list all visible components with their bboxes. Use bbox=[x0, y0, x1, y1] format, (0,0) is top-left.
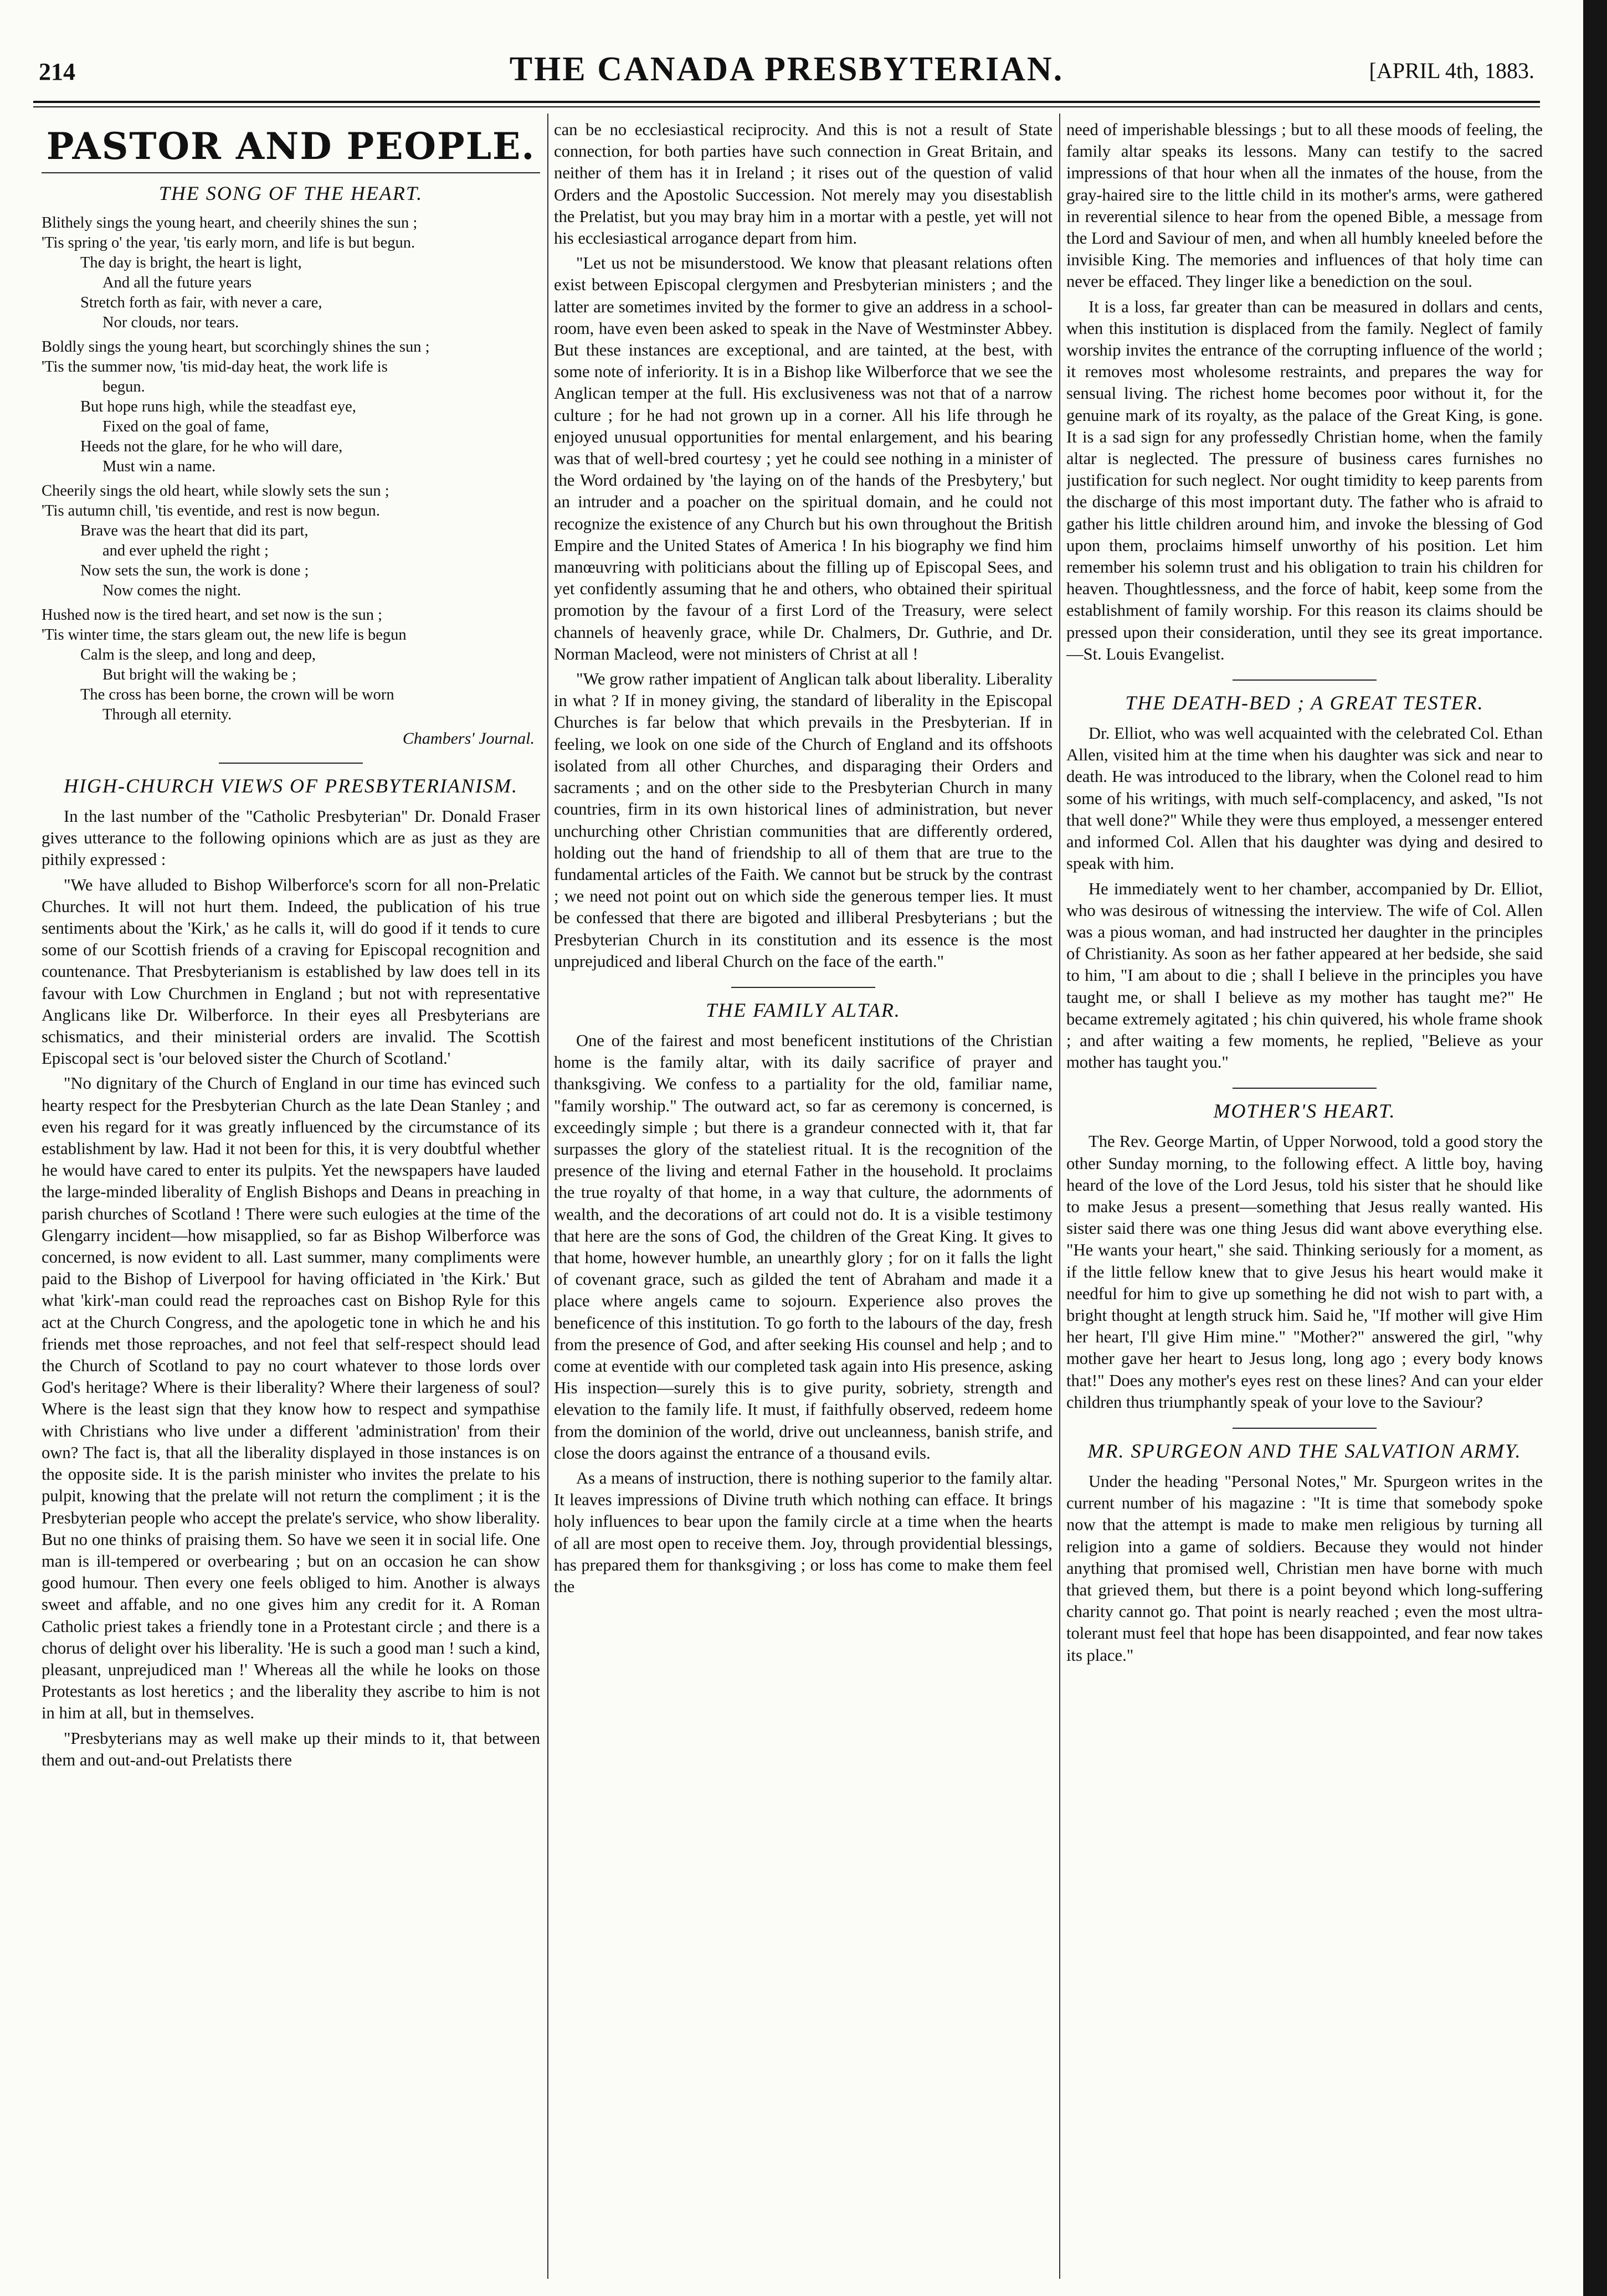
poem-line: The day is bright, the heart is light, bbox=[80, 254, 302, 271]
poem-line: Nor clouds, nor tears. bbox=[102, 314, 239, 331]
article-paragraph: As a means of instruction, there is nothing superior to the family altar. It leaves impressions of Divine truth which nothing can efface. It brings holy influences to bear upon the family circle at a time when the hearts of all are most open to receive them. Joy, through providential blessings, has prepared them for thanksgiving ; or loss has come to make them feel the bbox=[554, 1468, 1052, 1596]
scan-edge bbox=[1583, 0, 1607, 2296]
issue-date: [APRIL 4th, 1883. bbox=[1369, 58, 1534, 83]
poem-line: Now comes the night. bbox=[102, 582, 242, 599]
poem-line: But hope runs high, while the steadfast eye, bbox=[80, 398, 356, 415]
poem-line: and ever upheld the right ; bbox=[102, 542, 269, 559]
poem-line: Heeds not the glare, for he who will dare, bbox=[80, 438, 343, 455]
poem-title: THE SONG OF THE HEART. bbox=[158, 182, 423, 204]
poem-stanza bbox=[42, 213, 540, 333]
header-rule-thin bbox=[33, 106, 1540, 107]
divider bbox=[219, 763, 363, 764]
page-number: 214 bbox=[39, 58, 75, 85]
article-paragraph: "We grow rather impatient of Anglican talk about liberality. Liberality in what ? If in money giving, the standard of liberality in the Episcopal Churches is far below that which prevails in the Presbyterian. If in feeling, we look on one side of the Church of England and its offshoots isolated from all other Churches, and disparaging their Orders and sacraments ; and on the other side to the Presbyterian Church in many countries, firm in its own historical lines of administration, but never unchurching other Christian communities that are differently ordered, holding out the hand of friendship to all of them that are true to the fundamental articles of the Faith. We cannot but be struck by the contrast ; we need not point out on which side the generous temper lies. It must be confessed that there are bigoted and illiberal Presbyterians ; but the Presbyterian Church in its constitution and its essence is the most unprejudiced and liberal Church on the face of the earth." bbox=[554, 670, 1052, 971]
poem-line: Brave was the heart that did its part, bbox=[80, 522, 309, 539]
article-paragraph: can be no ecclesiastical reciprocity. And this is not a result of State connection, for both parties have such connection in Great Britain, and neither of them has it in Ireland ; it rises out of the question of valid Orders and the Apostolic Succession. Not merely may you disestablish the Prelatist, but you may bray him in a mortar with a pestle, yet will not his ecclesiastical arrogance depart from him. bbox=[554, 120, 1052, 248]
article-title: MOTHER'S HEART. bbox=[1213, 1100, 1396, 1123]
poem-line: 'Tis winter time, the stars gleam out, the new life is begun bbox=[42, 626, 407, 644]
article-paragraph: Under the heading "Personal Notes," Mr. Spurgeon writes in the current number of his magazine : "It is time that somebody spoke now that the attempt is made to make men religious by turning all religion into a game of soldiers. Because they would not hinder anything that promised well, Christian men have borne with much that grieved them, but there is a point beyond which long-suffering charity cannot go. That point is nearly reached ; even the most ultra-tolerant must feel that hope has been disappointed, and fear now takes its place." bbox=[1066, 1471, 1543, 1665]
column-rule bbox=[1059, 114, 1060, 2279]
poem-line: Fixed on the goal of fame, bbox=[102, 418, 269, 435]
article-title: MR. SPURGEON AND THE SALVATION ARMY. bbox=[1087, 1439, 1522, 1462]
poem-stanza bbox=[42, 481, 540, 601]
divider bbox=[1233, 679, 1377, 681]
poem-line: Must win a name. bbox=[102, 458, 216, 475]
poem-line: Calm is the sleep, and long and deep, bbox=[80, 646, 316, 663]
poem-line: 'Tis autumn chill, 'tis eventide, and rest is now begun. bbox=[42, 502, 380, 519]
article-paragraph: "We have alluded to Bishop Wilberforce's scorn for all non-Prelatic Churches. It will not hurt them. Indeed, the publication of his true sentiments about the 'Kirk,' as he calls it, will do good if it tends to cure some of our Scottish friends of a craving for Episcopal recognition and countenance. That Presbyterianism is established by law does tell in its favour with Low Churchmen in England ; but not with representative Anglicans like Dr. Wilberforce. In their eyes all Presbyterians are schismatics, and their ministerial orders are invalid. The Scottish Episcopal sect is 'our beloved sister the Church of Scotland.' bbox=[42, 875, 540, 1068]
masthead: THE CANADA PRESBYTERIAN. bbox=[509, 50, 1064, 88]
column-1 bbox=[42, 119, 540, 1774]
poem-line: 'Tis spring o' the year, 'tis early morn, and life is but begun. bbox=[42, 234, 415, 251]
poem-stanza bbox=[42, 337, 540, 477]
header-rule bbox=[33, 101, 1540, 103]
department-title: PASTOR AND PEOPLE. bbox=[46, 125, 536, 168]
poem-line: Through all eternity. bbox=[102, 706, 232, 723]
article-paragraph: He immediately went to her chamber, accompanied by Dr. Elliot, who was desirous of witnessing the interview. The wife of Col. Allen was a pious woman, and had instructed her daughter in the principles of Christianity. As soon as her father appeared at her bedside, she said to him, "I am about to die ; shall I believe in the principles you have taught me, or shall I believe as my mother has taught me?" He became extremely agitated ; his chin quivered, his whole frame shook ; and after waiting a few moments, he replied, "Believe as your mother has taught you." bbox=[1066, 879, 1543, 1072]
poem-line: Stretch forth as fair, with never a care, bbox=[80, 294, 322, 311]
divider bbox=[731, 987, 875, 988]
article-paragraph: "Let us not be misunderstood. We know that pleasant relations often exist between Episcopal clergymen and Presbyterian ministers ; and the latter are sometimes invited by the former to give an address in a school-room, have even been asked to speak in the Nave of Westminster Abbey. But these instances are exceptional, and are tainted, at the best, with some note of inferiority. It is in a Bishop like Wilberforce that we see the Anglican temper at the full. His exclusiveness was not that of a narrow culture ; for he had not grown up in a corner. All his life through he enjoyed unusual opportunities for mental enlargement, and his bearing was that of well-bred courtesy ; yet he could see nothing in a minister of the Word ordained by 'the laying on of the hands of the Presbytery,' but an intruder and a poacher on the spiritual domain, and he could not recognize the existence of any Church but his own throughout the British Empire and the United States of America ! In his biography we find him manœuvring with politicians about the filling up of Episcopal Sees, and yet confidently assuming that he and others, who obtained their spiritual promotion by the favour of a first Lord of the Treasury, were select channels of heavenly grace, while Dr. Chalmers, Dr. Guthrie, and Dr. Norman Macleod, were not ministers of Christ at all ! bbox=[554, 254, 1052, 663]
article-title: THE DEATH-BED ; A GREAT TESTER. bbox=[1125, 692, 1484, 714]
poem-line: But bright will the waking be ; bbox=[102, 666, 296, 683]
poem-source: Chambers' Journal. bbox=[402, 729, 535, 748]
poem-stanza bbox=[42, 605, 540, 725]
poem-line: Now sets the sun, the work is done ; bbox=[80, 562, 309, 579]
article-paragraph: One of the fairest and most beneficent institutions of the Christian home is the family altar, with its daily sacrifice of prayer and thanksgiving. We confess to a partiality for the old, familiar name, "family worship." The outward act, so far as ceremony is concerned, is exceedingly simple ; but there is a grandeur connected with it, that far surpasses the glory of the stateliest ritual. It is the recognition of the presence of the living and eternal Father in the household. It proclaims the true royalty of that home, in a way that culture, the adornments of wealth, and the decorations of art could not do. It is a visible testimony that here are the sons of God, the children of the Great King. It gives to that home, however humble, an unearthly glory ; for on it falls the light of covenant grace, such as gilded the tent of Abraham and made it a place where angels came to sojourn. Experience also proves the beneficence of this institution. To go forth to the labours of the day, fresh from the presence of God, and after seeking His counsel and help ; and to come at eventide with our completed task again into His presence, asking His inspection—surely this is to give purity, sobriety, strength and elevation to the family life. It must, if faithfully observed, redeem home from the dominion of the world, drive out uncleanness, banish strife, and close the doors against the entrance of a thousand evils. bbox=[554, 1031, 1052, 1463]
divider bbox=[42, 172, 540, 173]
column-2 bbox=[554, 119, 1052, 1601]
poem-line: Blithely sings the young heart, and cheerily shines the sun ; bbox=[42, 214, 418, 231]
poem-line: 'Tis the summer now, 'tis mid-day heat, the work life is bbox=[42, 358, 388, 375]
article-paragraph: "No dignitary of the Church of England in our time has evinced such hearty respect for the Presbyterian Church as the late Dean Stanley ; and even his regard for it was greatly influenced by the circumstance of its establishment by law. Had it not been for this, it is very doubtful whether he would have cared to enter its pulpits. Yet the newspapers have lauded the large-minded liberality of English Bishops and Deans in preaching in parish churches of Scotland ! There were such eulogies at the time of the Glengarry incident—how misapplied, so far as Bishop Wilberforce was concerned, is now evident to all. Last summer, many compliments were paid to the Bishop of Liverpool for having officiated in 'the Kirk.' But what 'kirk'-man could read the reproaches cast on Bishop Ryle for this act at the Church Congress, and the apologetic tone in which he and his friends met those reproaches, and not feel that self-respect should lead the Church of Scotland to pay no court whatever to those lords over God's heritage? Where is their liberality? Where their largeness of soul? Where is the least sign that they know how to respect and sympathise with Christians who live under a different 'administration' from their own? The fact is, that all the liberality displayed in those instances is on the opposite side. It is the parish minister who invites the prelate to his pulpit, knowing that the prelate will not return the compliment ; it is the Presbyterian people who accept the prelate's service, who show liberality. But no one thinks of praising them. So have we seen it in social life. One man is ill-tempered or overbearing ; but on an occasion he can show good humour. Then every one feels obliged to him. Another is always sweet and affable, and no one gives him any credit for it. A Roman Catholic priest takes a friendly tone in a Protestant circle ; and there is a chorus of delight over his liberality. 'He is such a good man ! such a kind, pleasant, unprejudiced man !' Whereas all the while he looks on those Protestants as lost heretics ; and the liberality they ascribe to him is not in him at all, but in themselves. bbox=[42, 1074, 540, 1723]
poem-line: Boldly sings the young heart, but scorchingly shines the sun ; bbox=[42, 338, 430, 356]
article-paragraph: "Presbyterians may as well make up their minds to it, that between them and out-and-out Prelatists there bbox=[42, 1728, 540, 1769]
article-paragraph: need of imperishable blessings ; but to all these moods of feeling, the family altar speaks its lessons. Many can testify to the sacred impressions of that hour when all the inmates of the house, from the gray-haired sire to the little child in its mother's arms, were gathered in reverential silence to hear from the opened Bible, a message from the Lord and Saviour of men, and when all humbly kneeled before the invisible King. The memories and influences of that holy time can never be effaced. They linger like a benediction on the soul. bbox=[1066, 120, 1543, 291]
column-3 bbox=[1066, 119, 1543, 1670]
article-title: HIGH-CHURCH VIEWS OF PRESBYTERIANISM. bbox=[64, 775, 518, 797]
poem-line: Hushed now is the tired heart, and set now is the sun ; bbox=[42, 606, 383, 624]
article-paragraph: The Rev. George Martin, of Upper Norwood, told a good story the other Sunday morning, to the following effect. A little boy, having heard of the love of the Lord Jesus, told his sister that he should like to make Jesus a present—something that Jesus really wanted. His sister said there was one thing Jesus did want above everything else. "He wants your heart," she said. Thinking seriously for a moment, as if the little fellow knew that to give Jesus his heart would make it needful for him to give up something he did not wish to part with, a bright thought at length struck him. Said he, "If mother will give Him her heart, I'll give Him mine." "Mother?" answered the girl, "why mother gave her heart to Jesus long, long ago ; every body knows that!" Does any mother's eyes rest on these lines? And can your elder children thus triumphantly speak of your love to the Saviour? bbox=[1066, 1132, 1543, 1412]
poem-line: Cheerily sings the old heart, while slowly sets the sun ; bbox=[42, 482, 389, 500]
article-paragraph: Dr. Elliot, who was well acquainted with the celebrated Col. Ethan Allen, visited him at the time when his daughter was sick and near to death. He was introduced to the library, when the Colonel read to him some of his writings, with much self-complacency, and asked, "Is not that well done?" While they were thus employed, a messenger entered and informed Col. Allen that his daughter was dying and desired to speak with him. bbox=[1066, 724, 1543, 873]
poem-line: The cross has been borne, the crown will be worn bbox=[80, 686, 394, 703]
page-header bbox=[39, 50, 1534, 94]
article-title: THE FAMILY ALTAR. bbox=[706, 998, 901, 1021]
column-rule bbox=[547, 114, 548, 2279]
divider bbox=[1233, 1088, 1377, 1089]
poem-line: And all the future years bbox=[102, 274, 252, 291]
article-paragraph: In the last number of the "Catholic Presbyterian" Dr. Donald Fraser gives utterance to the following opinions which are as just as they are pithily expressed : bbox=[42, 807, 540, 869]
poem-line: begun. bbox=[102, 378, 145, 395]
divider bbox=[1233, 1428, 1377, 1429]
article-paragraph: It is a loss, far greater than can be measured in dollars and cents, when this institution is displaced from the family. Neglect of family worship invites the entrance of the corrupting influence of the world ; it removes most wholesome restraints, and prepares the way for sensual living. The richest home becomes poor without it, for the genuine mark of its royalty, as the palace of the Great King, is gone. It is a sad sign for any professedly Christian home, when the family altar is neglected. The pressure of business cares furnishes no justification for such neglect. Nor ought timidity to keep parents from the discharge of this most important duty. The father who is afraid to gather his little children around him, and invoke the blessing of God upon them, proclaims himself unworthy of his position. Let him remember his solemn trust and his obligation to train his children for heaven. Thoughtlessness, and the force of habit, keep some from the establishment of family worship. For this reason its claims should be pressed upon their consideration, until they see its great importance.—St. Louis Evangelist. bbox=[1066, 297, 1543, 663]
